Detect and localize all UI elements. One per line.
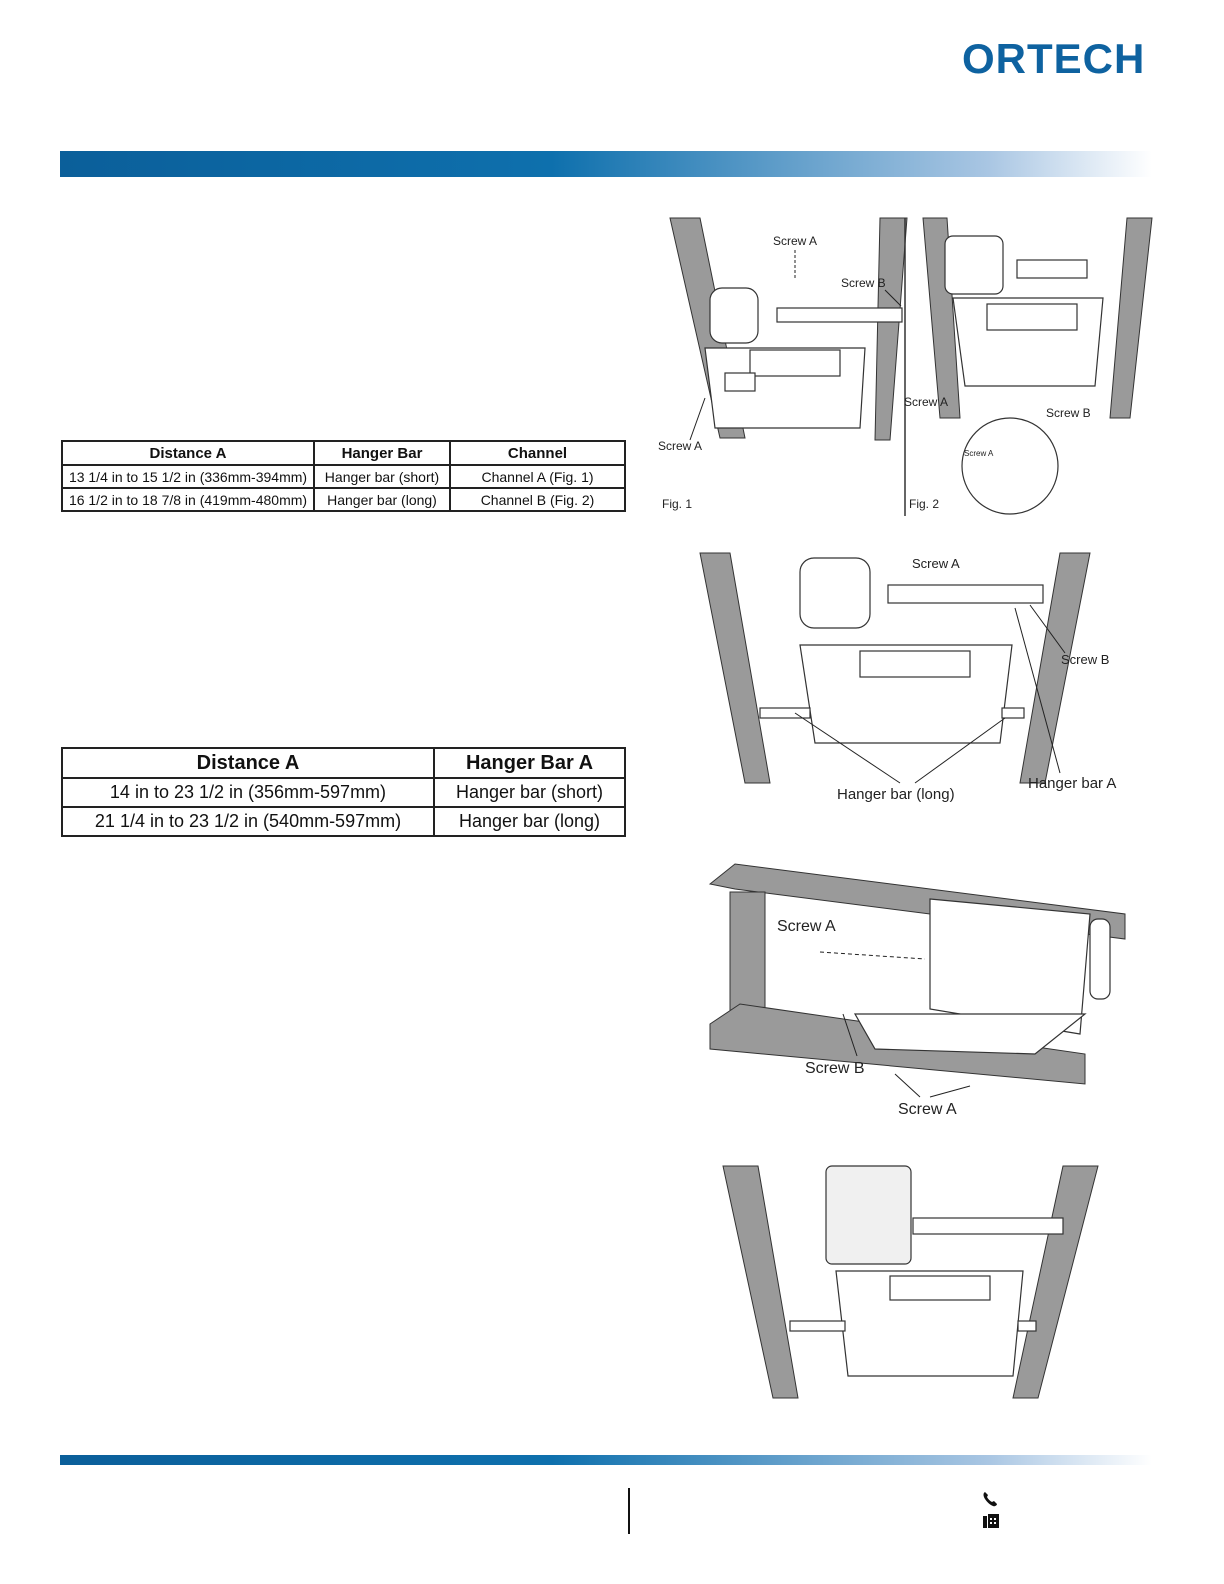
label-screw-b: Screw B xyxy=(805,1060,865,1077)
brand-name: ORTECH xyxy=(962,40,1146,76)
label-screw-a: Screw A xyxy=(658,439,703,453)
label-screw-a: Screw A xyxy=(777,918,836,935)
table-cell: Channel B (Fig. 2) xyxy=(450,488,625,511)
joist xyxy=(875,218,907,440)
column-header: Hanger Bar xyxy=(314,441,450,465)
column-header: Hanger Bar A xyxy=(434,748,625,778)
table-row xyxy=(62,778,625,807)
label-hanger-bar-long: Hanger bar (long) xyxy=(837,786,955,803)
table-cell: Channel A (Fig. 1) xyxy=(450,465,625,488)
footer-divider xyxy=(628,1488,630,1534)
table-cell: Hanger bar (short) xyxy=(314,465,450,488)
fig1-fig2-illustration xyxy=(655,218,1152,516)
table-cell: 13 1/4 in to 15 1/2 in (336mm-394mm) xyxy=(62,465,314,488)
header-band xyxy=(60,151,1152,177)
ortech-logo xyxy=(962,40,1152,76)
joist xyxy=(700,553,770,783)
fig5-illustration xyxy=(718,1166,1100,1400)
fax-icon xyxy=(980,1511,1002,1529)
phone-icon xyxy=(980,1490,1002,1508)
fig4-illustration xyxy=(705,864,1125,1119)
joist xyxy=(1013,1166,1098,1398)
table-cell: 21 1/4 in to 23 1/2 in (540mm-597mm) xyxy=(62,807,434,836)
fig1-caption: Fig. 1 xyxy=(662,497,693,511)
fan-housing xyxy=(790,1166,1063,1376)
label-screw-a: Screw A xyxy=(773,234,818,248)
column-header: Channel xyxy=(450,441,625,465)
table-header-row xyxy=(62,441,625,465)
table-cell: Hanger bar (short) xyxy=(434,778,625,807)
table-cell: Hanger bar (long) xyxy=(434,807,625,836)
label-screw-b: Screw B xyxy=(1061,652,1110,667)
label-hanger-bar-a: Hanger bar A xyxy=(1028,775,1117,792)
column-header: Distance A xyxy=(62,441,314,465)
label-screw-b: Screw B xyxy=(841,276,886,290)
label-screw-b: Screw B xyxy=(1046,406,1091,420)
fan-housing xyxy=(705,288,902,428)
hanger-bar-table xyxy=(61,747,626,837)
column-header: Distance A xyxy=(62,748,434,778)
table-cell: 16 1/2 in to 18 7/8 in (419mm-480mm) xyxy=(62,488,314,511)
fig2-caption: Fig. 2 xyxy=(909,497,940,511)
table-row xyxy=(62,465,625,488)
channel-table xyxy=(61,440,626,512)
fan-housing xyxy=(760,558,1043,743)
joist xyxy=(1110,218,1152,418)
fan-housing xyxy=(855,899,1110,1054)
joist xyxy=(723,1166,798,1398)
label-screw-a: Screw A xyxy=(898,1101,957,1118)
table-row xyxy=(62,807,625,836)
footer-band xyxy=(60,1455,1152,1465)
label-screw-a-detail: Screw A xyxy=(964,449,994,458)
table-header-row xyxy=(62,748,625,778)
table-cell: Hanger bar (long) xyxy=(314,488,450,511)
table-row xyxy=(62,488,625,511)
fig3-illustration xyxy=(700,553,1125,808)
fan-housing xyxy=(945,236,1103,514)
label-screw-a: Screw A xyxy=(912,556,960,571)
table-cell: 14 in to 23 1/2 in (356mm-597mm) xyxy=(62,778,434,807)
label-screw-a: Screw A xyxy=(904,395,949,409)
